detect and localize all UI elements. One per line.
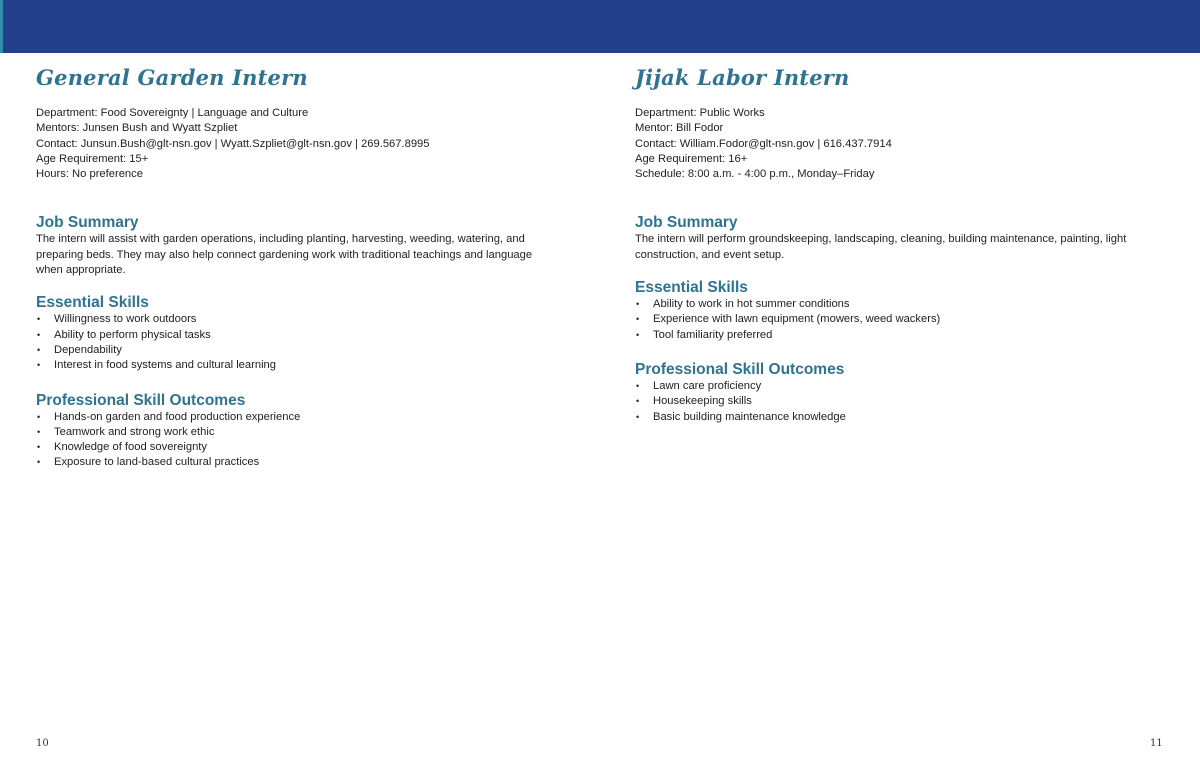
list-item [36, 455, 576, 470]
right-skill-outcomes-list [635, 379, 1175, 425]
right-essential-skills-heading: Essential Skills [635, 279, 748, 297]
left-job-summary-heading: Job Summary [36, 214, 139, 232]
left-department: Department: Food Sovereignty | Language and Culture [36, 107, 309, 119]
list-item [36, 425, 576, 440]
list-item [635, 297, 1175, 312]
bullet-icon: • [37, 314, 41, 325]
list-item [36, 312, 576, 327]
bullet-icon: • [37, 411, 41, 422]
left-skill-outcomes-list [36, 410, 576, 471]
header-band-edge [0, 0, 3, 53]
right-skill-outcomes-heading: Professional Skill Outcomes [635, 360, 845, 378]
left-contact: Contact: Junsun.Bush@glt-nsn.gov | Wyatt.Szpliet@glt-nsn.gov | 269.567.8995 [36, 137, 430, 150]
list-item-text: Willingness to work outdoors [54, 313, 197, 326]
right-schedule: Schedule: 8:00 a.m. - 4:00 p.m., Monday–Friday [635, 168, 875, 181]
list-item-text: Ability to work in hot summer conditions [653, 298, 850, 311]
bullet-icon: • [37, 426, 41, 437]
right-mentor: Mentor: Bill Fodor [635, 122, 724, 135]
right-summary-line: construction, and event setup. [635, 248, 785, 261]
list-item-text: Knowledge of food sovereignty [54, 441, 207, 454]
list-item [36, 410, 576, 425]
right-essential-skills-list [635, 297, 1175, 343]
list-item-text: Dependability [54, 343, 122, 356]
list-item [635, 410, 1175, 425]
list-item-text: Housekeeping skills [653, 395, 752, 408]
left-job-summary-text [36, 232, 576, 278]
list-item-text: Tool familiarity preferred [653, 328, 773, 341]
left-hours: Hours: No preference [36, 168, 143, 181]
left-age-requirement: Age Requirement: 15+ [36, 152, 149, 165]
bullet-icon: • [37, 360, 41, 371]
right-department: Department: Public Works [635, 107, 765, 119]
right-page-number: 11 [1150, 738, 1163, 749]
list-item-text: Teamwork and strong work ethic [54, 425, 215, 438]
bullet-icon: • [636, 329, 640, 340]
list-item [635, 394, 1175, 409]
list-item-text: Basic building maintenance knowledge [653, 410, 846, 423]
left-essential-skills-list [36, 312, 576, 373]
bullet-icon: • [37, 442, 41, 453]
list-item-text: Interest in food systems and cultural learning [54, 359, 277, 372]
list-item [635, 328, 1175, 343]
list-item [36, 440, 576, 455]
bullet-icon: • [37, 344, 41, 355]
right-age-requirement: Age Requirement: 16+ [635, 152, 748, 165]
left-page-number: 10 [36, 738, 49, 749]
right-job-summary-text [635, 232, 1175, 263]
right-job-details [635, 106, 1175, 182]
right-job-summary-heading: Job Summary [635, 214, 738, 232]
right-page [635, 62, 1175, 425]
list-item-text: Hands-on garden and food production experience [54, 410, 301, 423]
bullet-icon: • [636, 314, 640, 325]
left-page [36, 62, 576, 471]
list-item-text: Lawn care proficiency [653, 379, 762, 392]
bullet-icon: • [37, 457, 41, 468]
list-item-text: Experience with lawn equipment (mowers, weed wackers) [653, 313, 941, 326]
list-item [36, 328, 576, 343]
left-essential-skills-heading: Essential Skills [36, 294, 149, 312]
left-skill-outcomes-heading: Professional Skill Outcomes [36, 391, 246, 409]
left-summary-line: when appropriate. [36, 264, 126, 277]
right-summary-line: The intern will perform groundskeeping, landscaping, cleaning, building maintenance, painting, light [635, 233, 1127, 246]
list-item [635, 312, 1175, 327]
list-item [36, 343, 576, 358]
list-item [635, 379, 1175, 394]
list-item-text: Ability to perform physical tasks [54, 328, 211, 341]
list-item [36, 358, 576, 373]
header-band [0, 0, 1200, 53]
left-mentors: Mentors: Junsen Bush and Wyatt Szpliet [36, 122, 238, 135]
left-summary-line: The intern will assist with garden operations, including planting, harvesting, weeding, watering, and [36, 233, 525, 246]
list-item-text: Exposure to land-based cultural practices [54, 456, 260, 469]
bullet-icon: • [636, 411, 640, 422]
left-job-title: General Garden Intern [36, 65, 308, 90]
bullet-icon: • [37, 329, 41, 340]
bullet-icon: • [636, 299, 640, 310]
left-summary-line: preparing beds. They may also help connect gardening work with traditional teachings and language [36, 248, 533, 261]
right-contact: Contact: William.Fodor@glt-nsn.gov | 616.437.7914 [635, 137, 892, 150]
left-job-details [36, 106, 576, 182]
right-job-title: Jijak Labor Intern [635, 65, 850, 90]
bullet-icon: • [636, 396, 640, 407]
bullet-icon: • [636, 380, 640, 391]
